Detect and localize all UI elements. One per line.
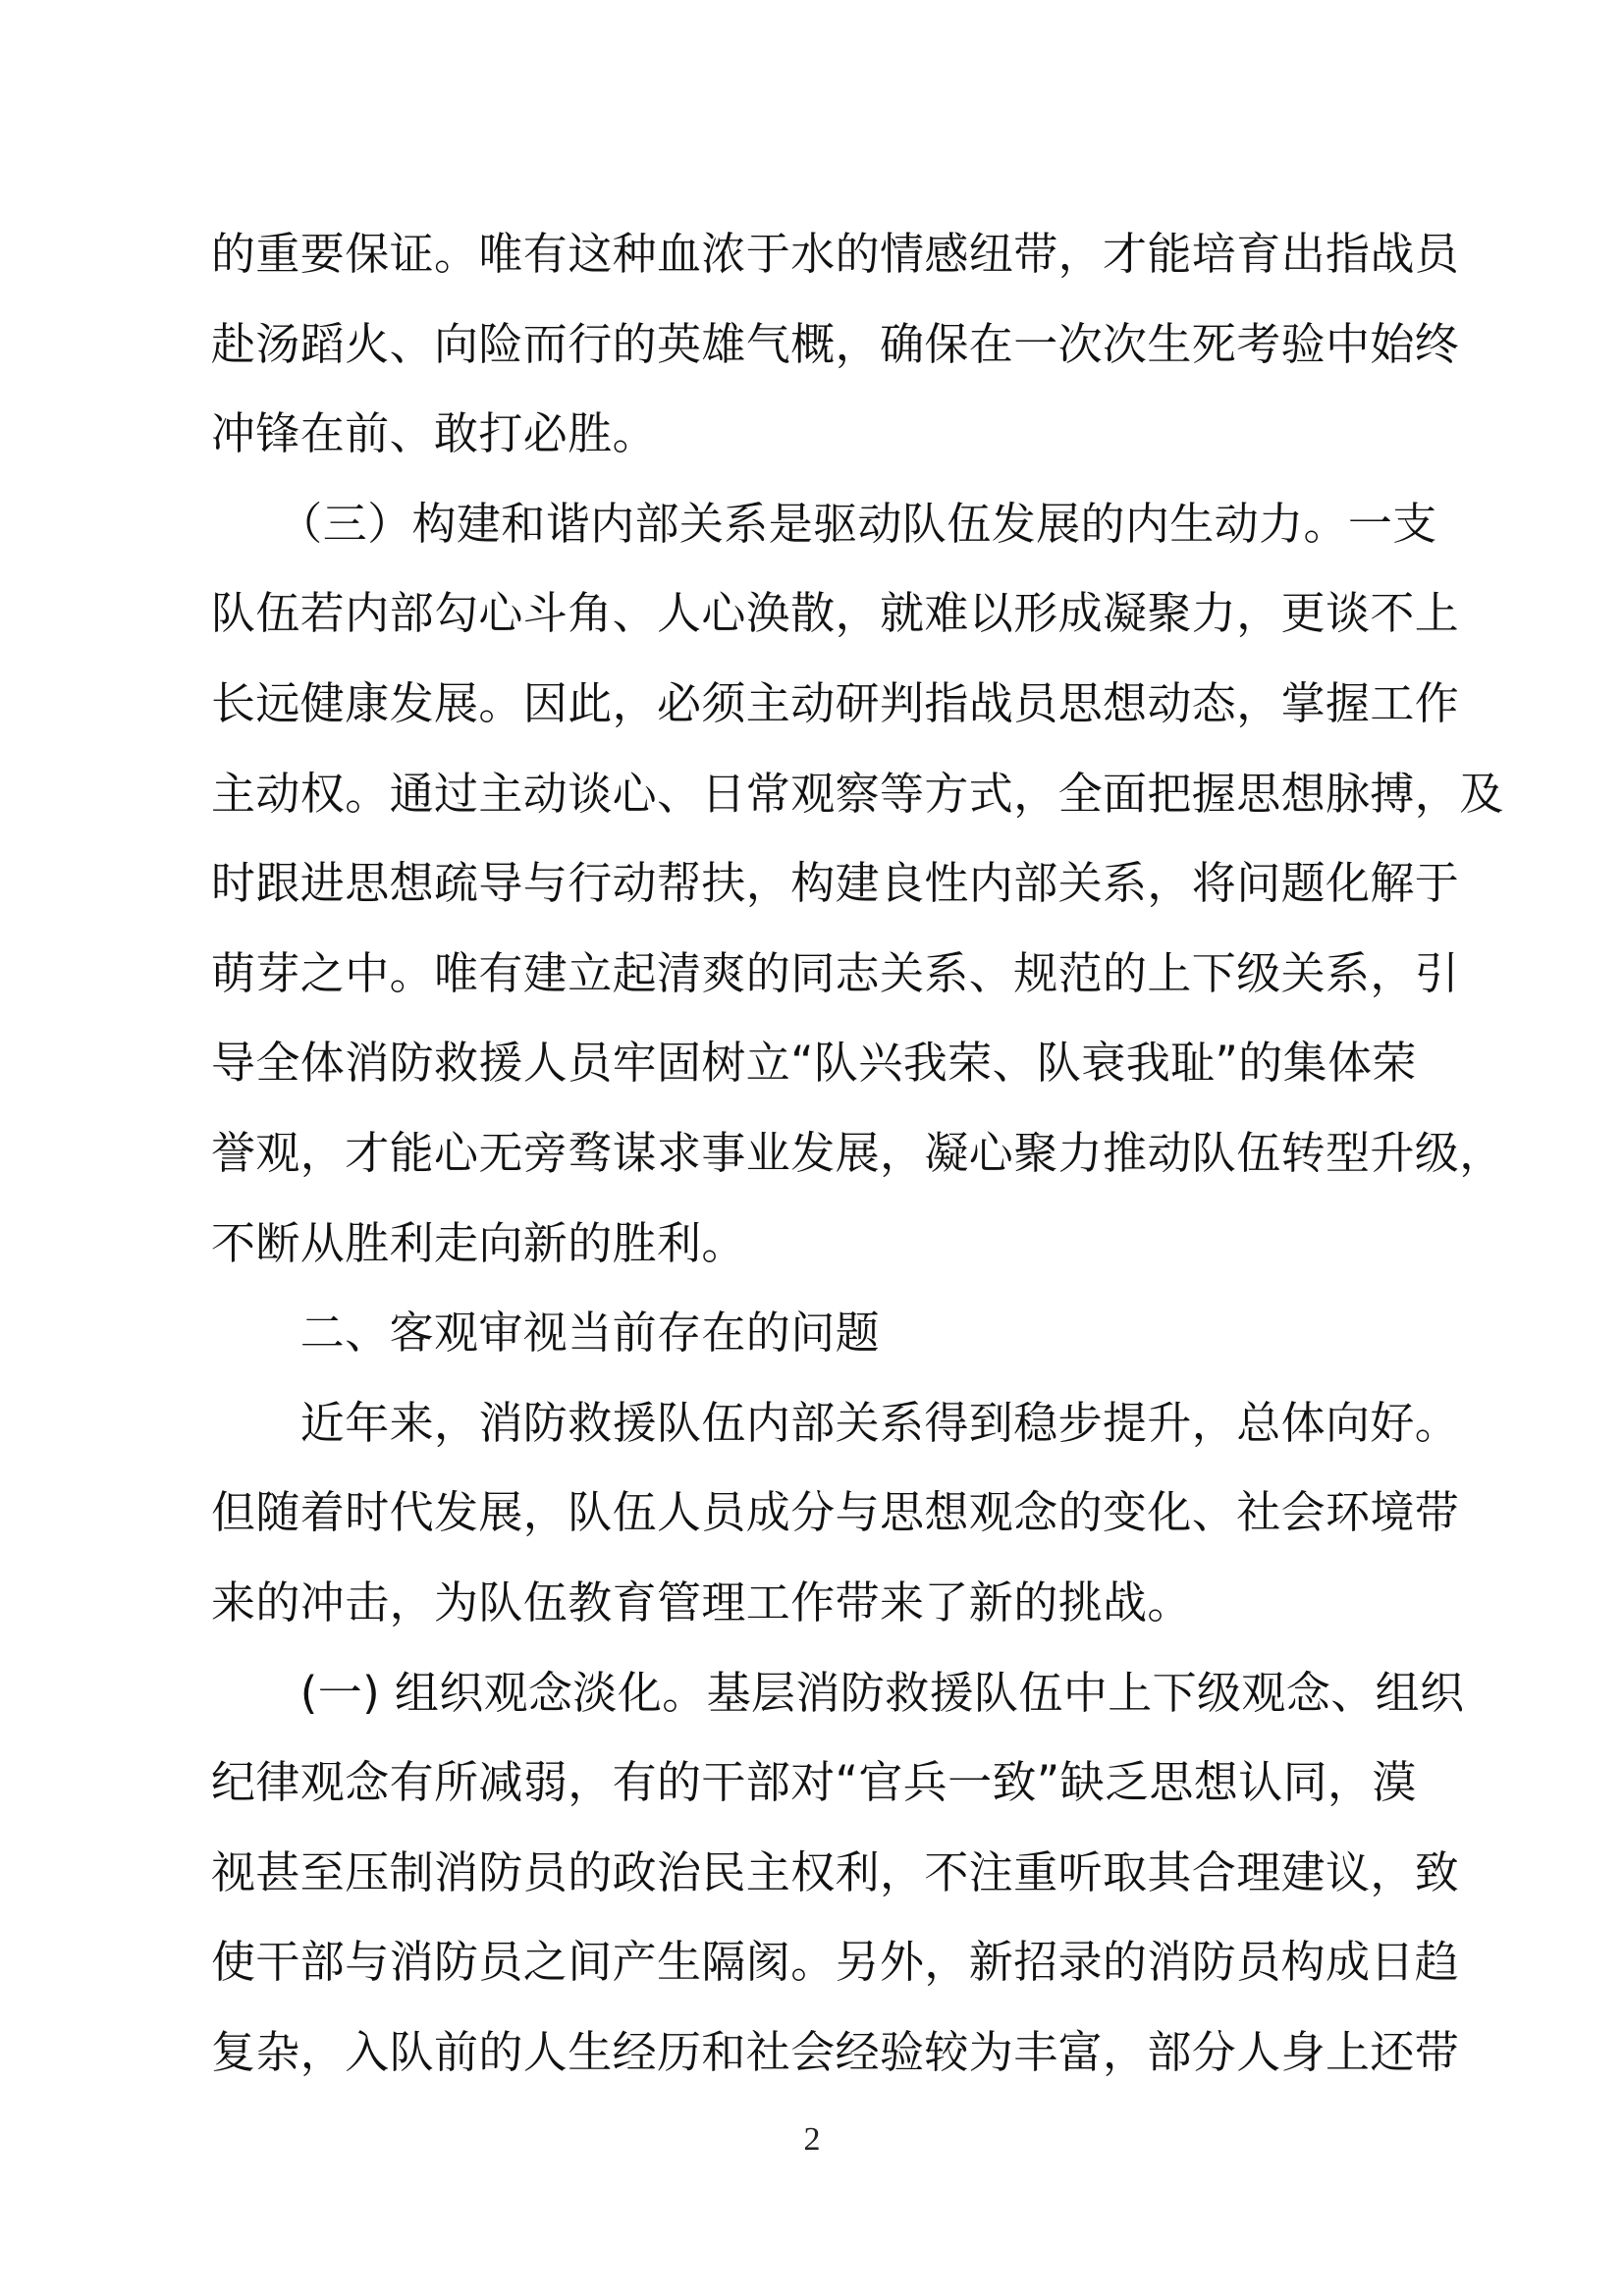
text-line-14: 近年来，消防救援队伍内部关系得到稳步提升，总体向好。 xyxy=(211,1396,1460,1449)
page-number: 2 xyxy=(803,2121,821,2158)
text-line-16: 来的冲击，为队伍教育管理工作带来了新的挑战。 xyxy=(211,1575,1192,1629)
text-line-6: 长远健康发展。因此，必须主动研判指战员思想动态，掌握工作 xyxy=(211,676,1460,729)
text-line-12: 不断从胜利走向新的胜利。 xyxy=(211,1216,746,1269)
text-line-11: 誉观，才能心无旁骛谋求事业发展，凝心聚力推动队伍转型升级， xyxy=(211,1126,1504,1179)
text-line-9: 萌芽之中。唯有建立起清爽的同志关系、规范的上下级关系，引 xyxy=(211,946,1460,999)
text-line-10: 导全体消防救援人员牢固树立“队兴我荣、队衰我耻”的集体荣 xyxy=(211,1037,1417,1090)
text-line-1: 的重要保证。唯有这种血浓于水的情感纽带，才能培育出指战员 xyxy=(211,228,1460,280)
text-line-18: 纪律观念有所减弱，有的干部对“官兵一致”缺乏思想认同，漠 xyxy=(211,1756,1417,1809)
text-line-21: 复杂，入队前的人生经历和社会经验较为丰富，部分人身上还带 xyxy=(211,2025,1460,2078)
text-line-3: 冲锋在前、敢打必胜。 xyxy=(211,407,658,460)
text-line-8: 时跟进思想疏导与行动帮扶，构建良性内部关系，将问题化解于 xyxy=(211,857,1460,910)
text-line-2: 赴汤蹈火、向险而行的英雄气概，确保在一次次生死考验中始终 xyxy=(211,317,1460,370)
section-heading: 二、客观审视当前存在的问题 xyxy=(211,1307,881,1360)
text-line-5: 队伍若内部勾心斗角、人心涣散，就难以形成凝聚力，更谈不上 xyxy=(211,587,1460,640)
body-text xyxy=(211,209,1504,2097)
text-line-7: 主动权。通过主动谈心、日常观察等方式，全面把握思想脉搏，及 xyxy=(211,767,1504,820)
text-line-4: （三）构建和谐内部关系是驱动队伍发展的内生动力。一支 xyxy=(211,497,1437,550)
text-line-19: 视甚至压制消防员的政治民主权利，不注重听取其合理建议，致 xyxy=(211,1845,1460,1898)
text-line-17: (一) 组织观念淡化。基层消防救援队伍中上下级观念、组织 xyxy=(211,1666,1465,1719)
text-line-20: 使干部与消防员之间产生隔阂。另外，新招录的消防员构成日趋 xyxy=(211,1936,1460,1989)
text-line-15: 但随着时代发展，队伍人员成分与思想观念的变化、社会环境带 xyxy=(211,1486,1460,1539)
